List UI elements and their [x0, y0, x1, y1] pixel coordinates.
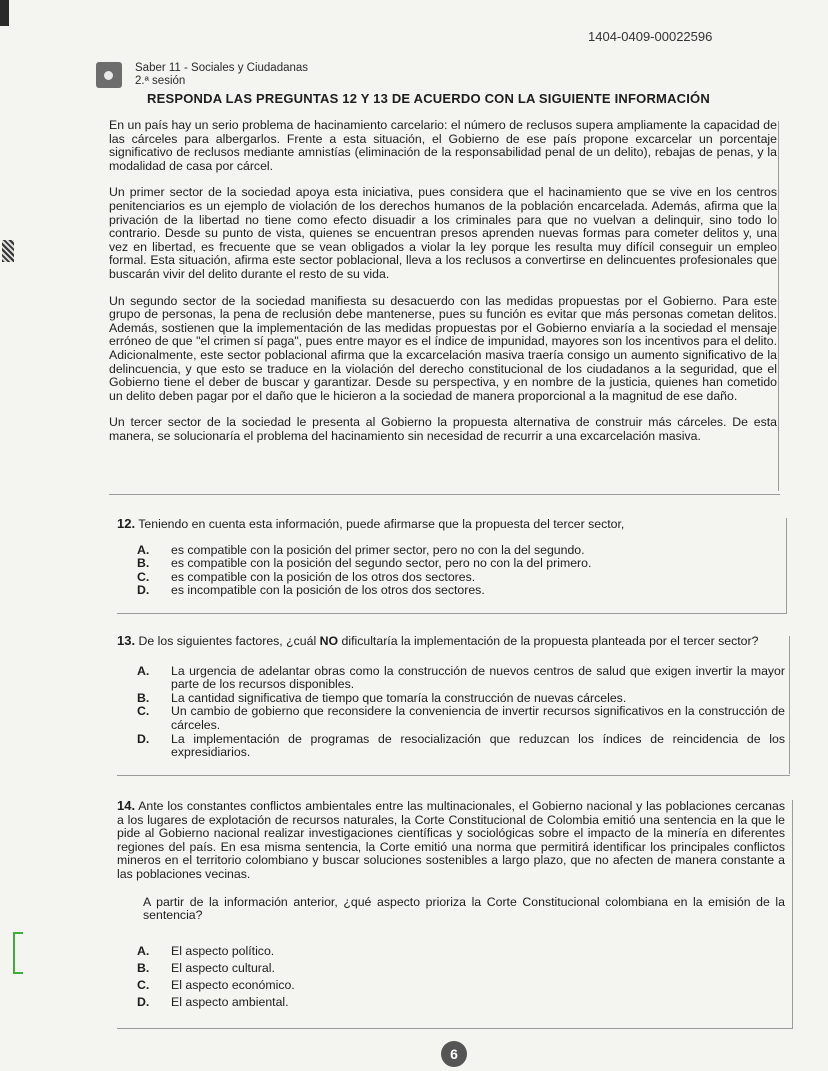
exam-header — [96, 62, 308, 88]
scan-marker — [2, 240, 14, 262]
answer-option[interactable]: B. El aspecto cultural. — [137, 960, 275, 975]
question-prompt: A partir de la información anterior, ¿qué aspecto prioriza la Corte Constitucional colombiana en la emisión de la sentencia? — [143, 894, 785, 923]
question-14 — [117, 799, 785, 1011]
answer-option[interactable]: B. es compatible con la posición del segundo sector, pero no con la del primero. — [137, 556, 592, 571]
context-box-bottom-border — [109, 494, 780, 495]
context-paragraph: Un tercer sector de la sociedad le presenta al Gobierno la propuesta alternativa de construir más cárceles. De esta manera, se solucionaría el problema del hacinamiento sin necesidad de recurrir a una excarcelación masiva. — [109, 415, 777, 443]
exam-subject: Saber 11 - Sociales y Ciudadanas — [135, 62, 309, 74]
answer-option[interactable]: C. El aspecto económico. — [137, 977, 295, 992]
answer-option[interactable]: A. La urgencia de adelantar obras como la construcción de nuevos centros de salud que exigen invertir la mayor parte de los recursos disponibles. — [137, 663, 785, 692]
answer-option[interactable]: D. El aspecto ambiental. — [137, 994, 289, 1009]
question-number: 13. — [117, 633, 136, 648]
context-paragraph: Un primer sector de la sociedad apoya esta iniciativa, pues considera que el hacinamiento que se vive en los centros penitenciarios es un ejemplo de violación de los derechos humanos de la población encarcelada. Además, afirma que la privación de la libertad no tiene como efecto disuadir a los criminales para que no vuelvan a delinquir, sino todo lo contrario. Desde su punto de vista, quienes se encuentran presos aprenden nuevas formas para cometer delitos y, una vez en libertad, es frecuente que se vean obligados a violar la ley porque les resulta muy difícil conseguir un empleo formal. Esta situación, afirma este sector poblacional, lleva a los reclusos a convertirse en delincuentes profesionales que buscarán vivir del delito durante el resto de su vida. — [109, 185, 777, 281]
question-box-bottom-border — [117, 1028, 793, 1029]
exam-session: 2.ª sesión — [135, 75, 186, 87]
answer-option[interactable]: C. Un cambio de gobierno que reconsidere la conveniencia de invertir recursos significativos en la construcción de cárceles. — [137, 704, 785, 732]
context-paragraph: En un país hay un serio problema de hacinamiento carcelario: el número de reclusos supera ampliamente la capacidad de las cárceles para albergarlos. Frente a esta situación, el Gobierno de ese país propone excarcelar un porcentaje significativo de reclusos mediante amnistías (eliminación de la responsabilidad penal de un delito), rebajas de penas, y la modalidad de casa por cárcel. — [109, 118, 777, 173]
answer-options — [117, 665, 785, 760]
context-paragraph: Un segundo sector de la sociedad manifiesta su desacuerdo con las medidas propuestas por el Gobierno. Para este grupo de personas, la pena de reclusión debe mantenerse, pues su función es evitar que más personas cometan delitos. Además, sostienen que la implementación de las medidas propuestas por el Gobierno enviaría a la sociedad el mensaje erróneo de que "el crimen sí paga", pues entre mayor es el índice de impunidad, mayores son los incentivos para el delito. Adicionalmente, este sector poblacional afirma que la excarcelación masiva traería consigo un aumento significativo de la delincuencia, y que esto se traduce en la violación del derecho constitucional de los ciudadanos a la seguridad, que el Gobierno tiene el deber de buscar y garantizar. Desde su perspectiva, y en nombre de la justicia, quienes han cometido un delito deben pagar por el daño que le hicieron a la sociedad de manera proporcional a la magnitud de ese daño. — [109, 293, 777, 403]
answer-option[interactable]: B. La cantidad significativa de tiempo que tomaría la construcción de nuevas cárceles. — [137, 690, 627, 705]
emphasis-no: NO — [319, 634, 339, 648]
question-13: 13. De los siguientes factores, ¿cuál NO dificultaría la implementación de la propuesta planteada por el tercer sector? A. La urgencia de adelantar obras como la construcción de nuevos centros de salud que exigen invertir la mayor parte de los recursos disponibles. B. La cantidad significativa de tiempo que tomaría la construcción de nuevas cárceles. C. Un cambio de gobierno que reconsidere la conveniencia de invertir recursos significativos en la construcción de cárceles. D. La implementación de programas de resocialización que reduzcan los índices de reincidencia de los expresidiarios. — [117, 633, 785, 760]
question-box-bottom-border — [117, 775, 790, 776]
answer-options — [117, 943, 785, 1011]
registration-mark — [0, 0, 9, 26]
page-number: 6 — [441, 1041, 467, 1067]
question-box-right-border — [786, 518, 787, 613]
section-instruction-title: RESPONDA LAS PREGUNTAS 12 Y 13 DE ACUERDO CON LA SIGUIENTE INFORMACIÓN — [147, 91, 710, 106]
context-box-right-border — [778, 121, 779, 491]
question-box-right-border — [792, 800, 793, 1028]
question-number: 12. — [117, 516, 136, 531]
question-12 — [117, 517, 785, 598]
exam-logo-icon — [96, 62, 122, 88]
document-code: 1404-0409-00022596 — [588, 29, 713, 44]
margin-bracket-mark — [13, 932, 23, 974]
answer-option[interactable]: A. es compatible con la posición del primer sector, pero no con la del segundo. — [137, 542, 585, 557]
question-box-bottom-border — [117, 613, 787, 614]
answer-option[interactable]: C. es compatible con la posición de los otros dos sectores. — [137, 569, 476, 584]
answer-options — [117, 544, 785, 598]
question-box-right-border — [789, 636, 790, 774]
answer-option[interactable]: D. es incompatible con la posición de los otros dos sectores. — [137, 583, 485, 598]
question-stem: Teniendo en cuenta esta información, puede afirmarse que la propuesta del tercer sector, — [138, 517, 625, 531]
answer-option[interactable]: D. La implementación de programas de resocialización que reduzcan los índices de reincidencia de los expresidiarios. — [137, 731, 785, 760]
answer-option[interactable]: A. El aspecto político. — [137, 943, 275, 958]
question-number: 14. — [117, 798, 136, 813]
context-text — [109, 119, 777, 456]
question-stem: Ante los constantes conflictos ambientales entre las multinacionales, el Gobierno nacional y las poblaciones cercanas a los lugares de explotación de recursos naturales, la Corte Constitucional de Colombia emitió una sentencia en la que le pide al Gobierno nacional realizar investigaciones científicas y sociológicas sobre el impacto de la minería en diferentes regiones del país. En esa misma sentencia, la Corte emitió una norma que permitirá identificar los principales conflictos mineros en el territorio colombiano y buscar soluciones sostenibles a largo plazo, que no afecten de manera constante a las poblaciones vecinas. — [117, 799, 785, 881]
